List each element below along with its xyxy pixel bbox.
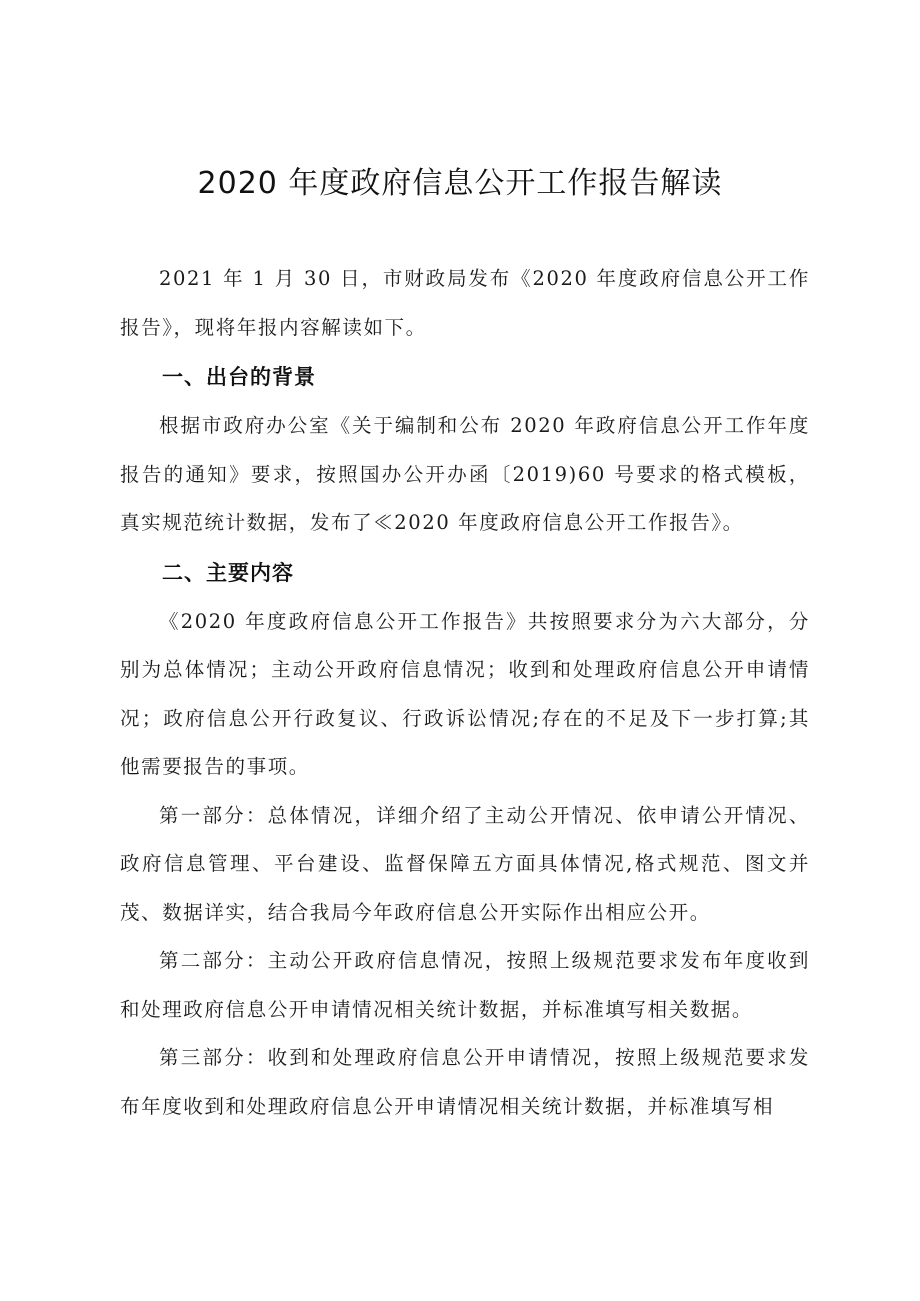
document-title: 2020 年度政府信息公开工作报告解读 bbox=[197, 166, 723, 201]
main-content-paragraph-overview: 《2020 年度政府信息公开工作报告》共按照要求分为六大部分，分别为总体情况；主动公开政府信息情况；收到和处理政府信息公开申请情况；政府信息公开行政复议、行政诉讼情况;存在的不足及下一步打算;其他需要报告的事项。 bbox=[120, 609, 810, 778]
document-body bbox=[120, 255, 810, 1131]
section-heading-main-content: 二、主要内容 bbox=[162, 560, 294, 585]
background-paragraph: 根据市政府办公室《关于编制和公布 2020 年政府信息公开工作年度报告的通知》要求，按照国办公开办函〔2019)60 号要求的格式模板，真实规范统计数据，发布了≪2020 年度政府信息公开工作报告》。 bbox=[120, 414, 810, 534]
main-content-paragraph-part-two: 第二部分：主动公开政府信息情况，按照上级规范要求发布年度收到和处理政府信息公开申请情况相关统计数据，并标准填写相关数据。 bbox=[120, 949, 810, 1021]
main-content-paragraph-part-three: 第三部分：收到和处理政府信息公开申请情况，按照上级规范要求发布年度收到和处理政府信息公开申请情况相关统计数据，并标准填写相 bbox=[120, 1046, 810, 1118]
intro-paragraph: 2021 年 1 月 30 日，市财政局发布《2020 年度政府信息公开工作报告》，现将年报内容解读如下。 bbox=[120, 267, 810, 339]
section-heading-background: 一、出台的背景 bbox=[162, 365, 316, 389]
main-content-paragraph-part-one: 第一部分：总体情况，详细介绍了主动公开情况、依申请公开情况、政府信息管理、平台建设、监督保障五方面具体情况,格式规范、图文并茂、数据详实，结合我局今年政府信息公开实际作出相应公开。 bbox=[120, 803, 810, 924]
